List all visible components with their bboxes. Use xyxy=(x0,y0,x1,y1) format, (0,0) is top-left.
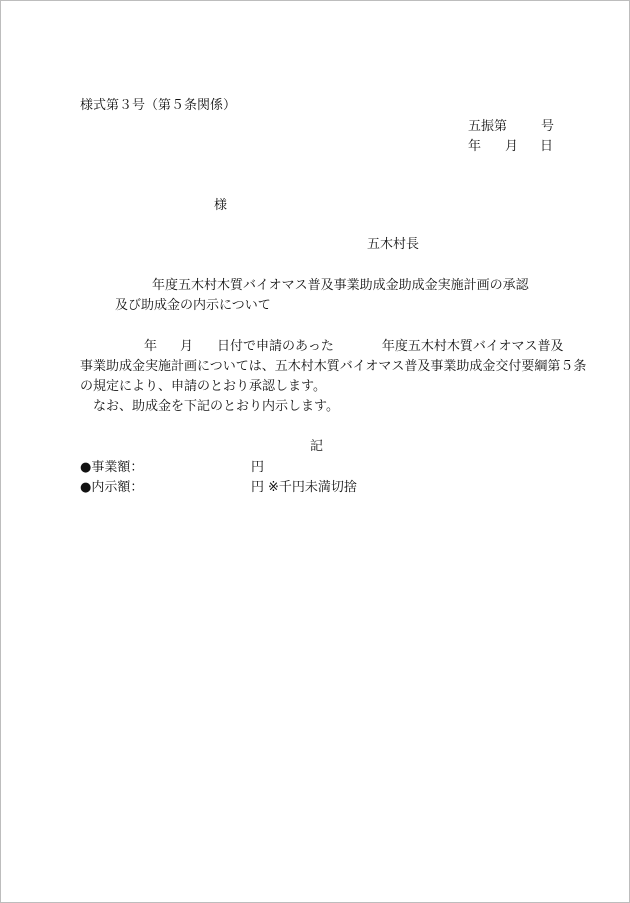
document-number-suffix: 号 xyxy=(541,119,555,134)
project-amount-unit: 円 xyxy=(251,460,265,475)
rounding-note: ※千円未満切捨 xyxy=(268,480,357,495)
document-number xyxy=(468,118,554,135)
form-number: 様式第３号（第５条関係） xyxy=(80,98,237,113)
title-line-2: 及び助成金の内示について xyxy=(115,298,271,313)
notified-amount-unit: 円 xyxy=(251,480,265,495)
document-number-prefix: 五振第 xyxy=(468,119,508,134)
body-date-rest: 日付で申請のあった xyxy=(217,339,334,354)
sender-name: 五木村長 xyxy=(367,237,420,252)
notified-amount-label: ●内示額： xyxy=(80,480,144,495)
body-line-3: の規定により、申請のとおり承認します。 xyxy=(80,379,326,394)
title-line-1: 年度五木村木質バイオマス普及事業助成金助成金実施計画の承認 xyxy=(152,278,529,293)
body-month: 月 xyxy=(180,339,194,354)
addressee-honorific: 様 xyxy=(214,198,228,213)
body-line-2: 事業助成金実施計画については、五木村木質バイオマス普及事業助成金交付要綱第５条 xyxy=(80,359,587,374)
ki-heading: 記 xyxy=(310,439,324,454)
body-year: 年 xyxy=(144,339,158,354)
date-month: 月 xyxy=(505,139,519,154)
body-line-4: なお、助成金を下記のとおり内示します。 xyxy=(93,399,339,414)
issue-date xyxy=(468,138,553,155)
date-day: 日 xyxy=(540,139,554,154)
project-amount-label: ●事業額： xyxy=(80,460,144,475)
body-line-1 xyxy=(144,338,564,355)
date-year: 年 xyxy=(468,139,482,154)
body-line-1-tail: 年度五木村木質バイオマス普及 xyxy=(381,339,564,354)
